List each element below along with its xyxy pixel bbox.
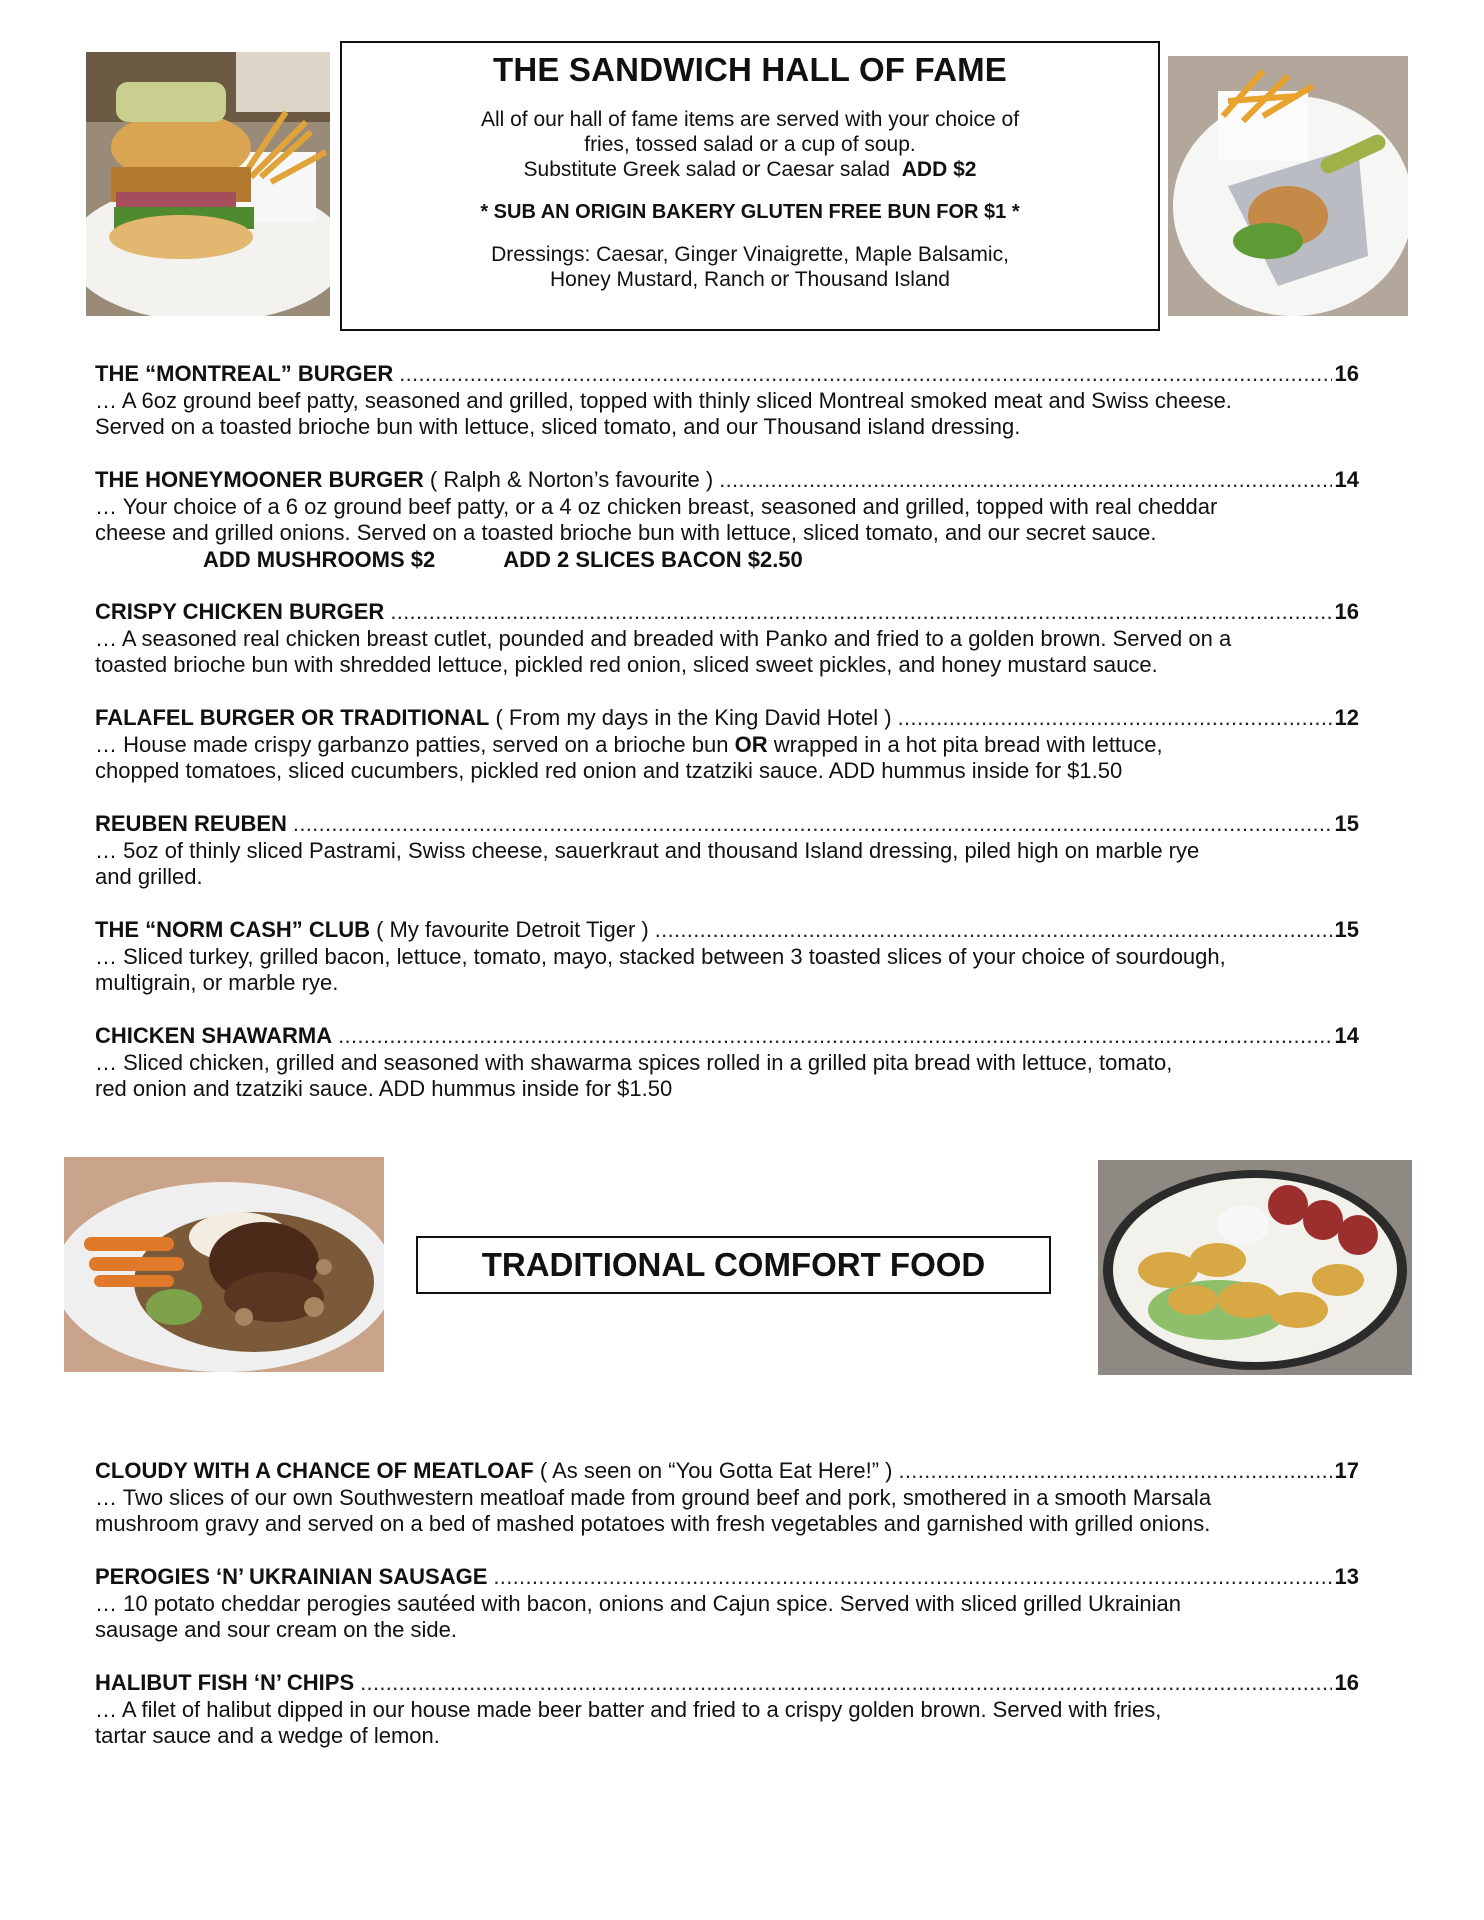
item-description: multigrain, or marble rye. xyxy=(95,970,339,995)
intro-line-1: All of our hall of fame items are served with your choice of xyxy=(480,108,1020,131)
item-price: 15 xyxy=(1334,811,1359,836)
hall-of-fame-header xyxy=(340,41,1160,331)
hall-of-fame-title: THE SANDWICH HALL OF FAME xyxy=(492,51,1008,88)
item-note: ( My favourite Detroit Tiger ) xyxy=(370,917,649,942)
leader-dots xyxy=(898,705,1332,732)
comfort-food-heading: TRADITIONAL COMFORT FOOD xyxy=(416,1236,1051,1294)
perogies-photo xyxy=(1098,1160,1412,1375)
leader-dots xyxy=(293,811,1332,838)
item-header xyxy=(95,917,1359,944)
leader-dots xyxy=(898,1458,1331,1485)
intro-line-3 xyxy=(342,157,1158,182)
leader-dots xyxy=(493,1564,1331,1591)
item-header xyxy=(95,705,1359,732)
item-description: sausage and sour cream on the side. xyxy=(95,1617,458,1642)
item-price: 14 xyxy=(1334,467,1359,492)
item-name: PEROGIES ‘N’ UKRAINIAN SAUSAGE xyxy=(95,1564,488,1589)
menu-item xyxy=(95,599,1359,679)
item-description: … Sliced turkey, grilled bacon, lettuce, tomato, mayo, stacked between 3 toasted slices of your choice of sourdough, xyxy=(95,943,1226,969)
menu-item xyxy=(95,1458,1359,1538)
item-note: ( Ralph & Norton’s favourite ) xyxy=(423,467,714,492)
item-price: 16 xyxy=(1334,599,1359,624)
item-description: red onion and tzatziki sauce. ADD hummus inside for $1.50 xyxy=(95,1076,673,1101)
item-price: 14 xyxy=(1334,1023,1359,1048)
item-description: toasted brioche bun with shredded lettuce, pickled red onion, sliced sweet pickles, and honey mustard sauce. xyxy=(95,652,1158,677)
item-description: tartar sauce and a wedge of lemon. xyxy=(95,1723,440,1748)
item-name: CRISPY CHICKEN BURGER xyxy=(95,599,385,624)
menu-item xyxy=(95,917,1359,997)
item-price: 16 xyxy=(1334,1670,1359,1695)
item-description: mushroom gravy and served on a bed of mashed potatoes with fresh vegetables and garnished with grilled onions. xyxy=(95,1511,1211,1536)
item-name: CHICKEN SHAWARMA xyxy=(95,1023,333,1048)
item-header xyxy=(95,1458,1359,1485)
item-header xyxy=(95,467,1359,494)
leader-dots xyxy=(399,361,1331,388)
item-header xyxy=(95,1564,1359,1591)
menu-item xyxy=(95,361,1359,441)
item-name: THE “NORM CASH” CLUB xyxy=(95,917,370,942)
description-part: wrapped in a hot pita bread with lettuce, xyxy=(773,731,1163,757)
item-name: HALIBUT FISH ‘N’ CHIPS xyxy=(95,1670,355,1695)
item-name: FALAFEL BURGER OR TRADITIONAL xyxy=(95,705,490,730)
burger-photo xyxy=(86,52,330,316)
leader-dots xyxy=(390,599,1331,626)
item-description: … 10 potato cheddar perogies sautéed with bacon, onions and Cajun spice. Served with sliced grilled Ukrainian xyxy=(95,1590,1181,1616)
item-name: THE “MONTREAL” BURGER xyxy=(95,361,394,386)
item-description: … Two slices of our own Southwestern meatloaf made from ground beef and pork, smothered in a smooth Marsala xyxy=(95,1484,1212,1510)
item-price: 16 xyxy=(1334,361,1359,386)
item-addons xyxy=(95,547,1359,574)
menu-item xyxy=(95,1564,1359,1644)
item-name: REUBEN REUBEN xyxy=(95,811,287,836)
menu-item xyxy=(95,1023,1359,1103)
leader-dots xyxy=(338,1023,1331,1050)
intro-line-3-add: ADD $2 xyxy=(901,158,977,181)
menu-item xyxy=(95,1670,1359,1750)
item-header xyxy=(95,811,1359,838)
item-note: ( From my days in the King David Hotel ) xyxy=(489,705,892,730)
item-price: 17 xyxy=(1334,1458,1359,1483)
shawarma-photo xyxy=(1168,56,1408,316)
description-part: … House made crispy garbanzo patties, served on a brioche bun xyxy=(95,731,729,757)
item-description: Served on a toasted brioche bun with lettuce, sliced tomato, and our Thousand island dressing. xyxy=(95,414,1021,439)
item-description: … Your choice of a 6 oz ground beef patty, or a 4 oz chicken breast, seasoned and grilled, topped with real cheddar xyxy=(95,493,1218,519)
dressings-line-1: Dressings: Caesar, Ginger Vinaigrette, Maple Balsamic, xyxy=(491,243,1009,266)
item-header xyxy=(95,1023,1359,1050)
addon-mushrooms: ADD MUSHROOMS $2 xyxy=(203,546,436,572)
intro-line-3-text: Substitute Greek salad or Caesar salad xyxy=(523,158,891,181)
meatloaf-photo xyxy=(64,1157,384,1372)
menu-item xyxy=(95,467,1359,573)
leader-dots xyxy=(719,467,1331,494)
item-description: … A seasoned real chicken breast cutlet, pounded and breaded with Panko and fried to a golden brown. Served on a xyxy=(95,625,1232,651)
item-description: … A filet of halibut dipped in our house made beer batter and fried to a crispy golden brown. Served with fries, xyxy=(95,1696,1162,1722)
item-description: … A 6oz ground beef patty, seasoned and grilled, topped with thinly sliced Montreal smoked meat and Swiss cheese. xyxy=(95,387,1232,413)
addon-bacon: ADD 2 SLICES BACON $2.50 xyxy=(503,546,803,572)
gluten-free-note: * SUB AN ORIGIN BAKERY GLUTEN FREE BUN FOR $1 * xyxy=(480,201,1020,223)
leader-dots xyxy=(360,1670,1331,1697)
item-description: cheese and grilled onions. Served on a toasted brioche bun with lettuce, sliced tomato, and our secret sauce. xyxy=(95,520,1157,545)
item-price: 12 xyxy=(1334,705,1359,730)
item-header xyxy=(95,599,1359,626)
item-description xyxy=(95,732,1359,759)
leader-dots xyxy=(655,917,1332,944)
item-description: chopped tomatoes, sliced cucumbers, pickled red onion and tzatziki sauce. ADD hummus inside for $1.50 xyxy=(95,758,1123,783)
item-price: 15 xyxy=(1334,917,1359,942)
dressings-line-2: Honey Mustard, Ranch or Thousand Island xyxy=(549,268,950,291)
item-name: CLOUDY WITH A CHANCE OF MEATLOAF xyxy=(95,1458,534,1483)
item-price: 13 xyxy=(1334,1564,1359,1589)
item-header xyxy=(95,1670,1359,1697)
menu-item xyxy=(95,811,1359,891)
item-name: THE HONEYMOONER BURGER xyxy=(95,467,424,492)
item-description: … 5oz of thinly sliced Pastrami, Swiss cheese, sauerkraut and thousand Island dressing, piled high on marble rye xyxy=(95,837,1200,863)
item-header xyxy=(95,361,1359,388)
item-note: ( As seen on “You Gotta Eat Here!” ) xyxy=(533,1458,893,1483)
item-description: … Sliced chicken, grilled and seasoned with shawarma spices rolled in a grilled pita bread with lettuce, tomato, xyxy=(95,1049,1173,1075)
menu-item xyxy=(95,705,1359,785)
item-description: and grilled. xyxy=(95,864,203,889)
intro-line-2: fries, tossed salad or a cup of soup. xyxy=(584,133,916,156)
description-or: OR xyxy=(734,731,768,757)
